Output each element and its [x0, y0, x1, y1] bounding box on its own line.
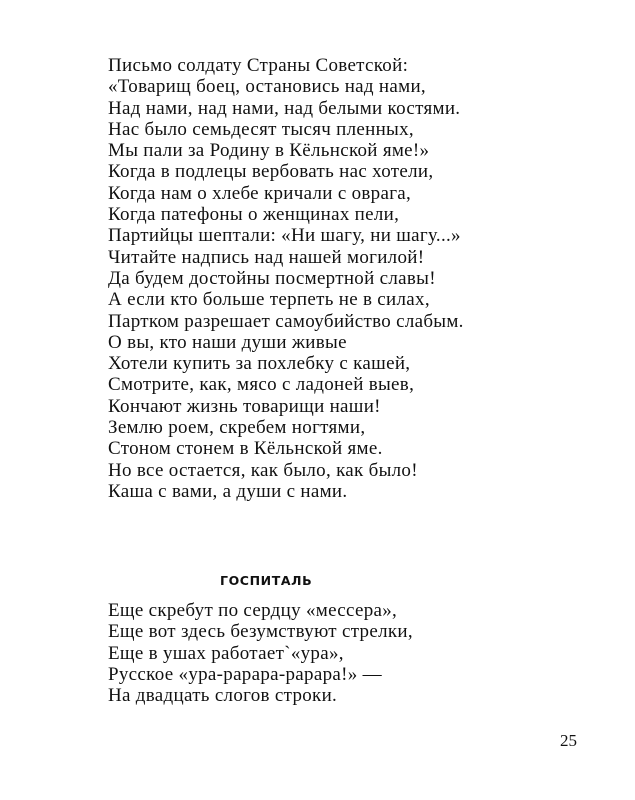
poem-line: Еще вот здесь безумствуют стрелки,: [108, 621, 413, 643]
poem-line: Каша с вами, а души с нами.: [108, 480, 348, 502]
poem-top: [108, 55, 464, 502]
poem-line: Но все остается, как было, как было!: [108, 459, 418, 481]
poem-line: Когда патефоны о женщинах пели,: [108, 204, 400, 226]
poem-line: Мы пали за Родину в Кёльнской яме!»: [108, 140, 430, 162]
poem-line: О вы, кто наши души живые: [108, 331, 347, 353]
poem-line: Читайте надпись над нашей могилой!: [108, 246, 425, 268]
poem-line: Стоном стонем в Кёльнской яме.: [108, 438, 383, 460]
poem-line: Смотрите, как, мясо с ладоней выев,: [108, 374, 415, 396]
poem-line: Русское «ура-рарара-рарара!» —: [108, 663, 382, 685]
poem-line: Над нами, над нами, над белыми костями.: [108, 97, 461, 119]
section-title: ГОСПИТАЛЬ: [220, 573, 313, 588]
poem-line: А если кто больше терпеть не в силах,: [108, 289, 430, 311]
poem-line: На двадцать слогов строки.: [108, 685, 338, 707]
poem-line: Землю роем, скребем ногтями,: [108, 417, 366, 439]
poem-line: «Товарищ боец, остановись над нами,: [108, 76, 426, 98]
poem-line: Когда нам о хлебе кричали с оврага,: [108, 182, 412, 204]
poem-line: Кончают жизнь товарищи наши!: [108, 395, 381, 417]
poem-line: Еще скребут по сердцу «мессера»,: [108, 600, 398, 621]
poem-line: Нас было семьдесят тысяч пленных,: [108, 118, 414, 140]
poem-line: Письмо солдату Страны Советской:: [108, 55, 409, 76]
poem-line: Еще в ушах работает`«ура»,: [108, 642, 344, 664]
poem-line: Хотели купить за похлебку с кашей,: [108, 353, 411, 375]
poem-line: Когда в подлецы вербовать нас хотели,: [108, 161, 434, 183]
poem-bottom: [108, 600, 413, 706]
poem-line: Да будем достойны посмертной славы!: [108, 267, 436, 289]
poem-line: Партком разрешает самоубийство слабым.: [108, 310, 464, 332]
page-number: 25: [560, 731, 577, 750]
poem-line: Партийцы шептали: «Ни шагу, ни шагу...»: [108, 225, 461, 247]
